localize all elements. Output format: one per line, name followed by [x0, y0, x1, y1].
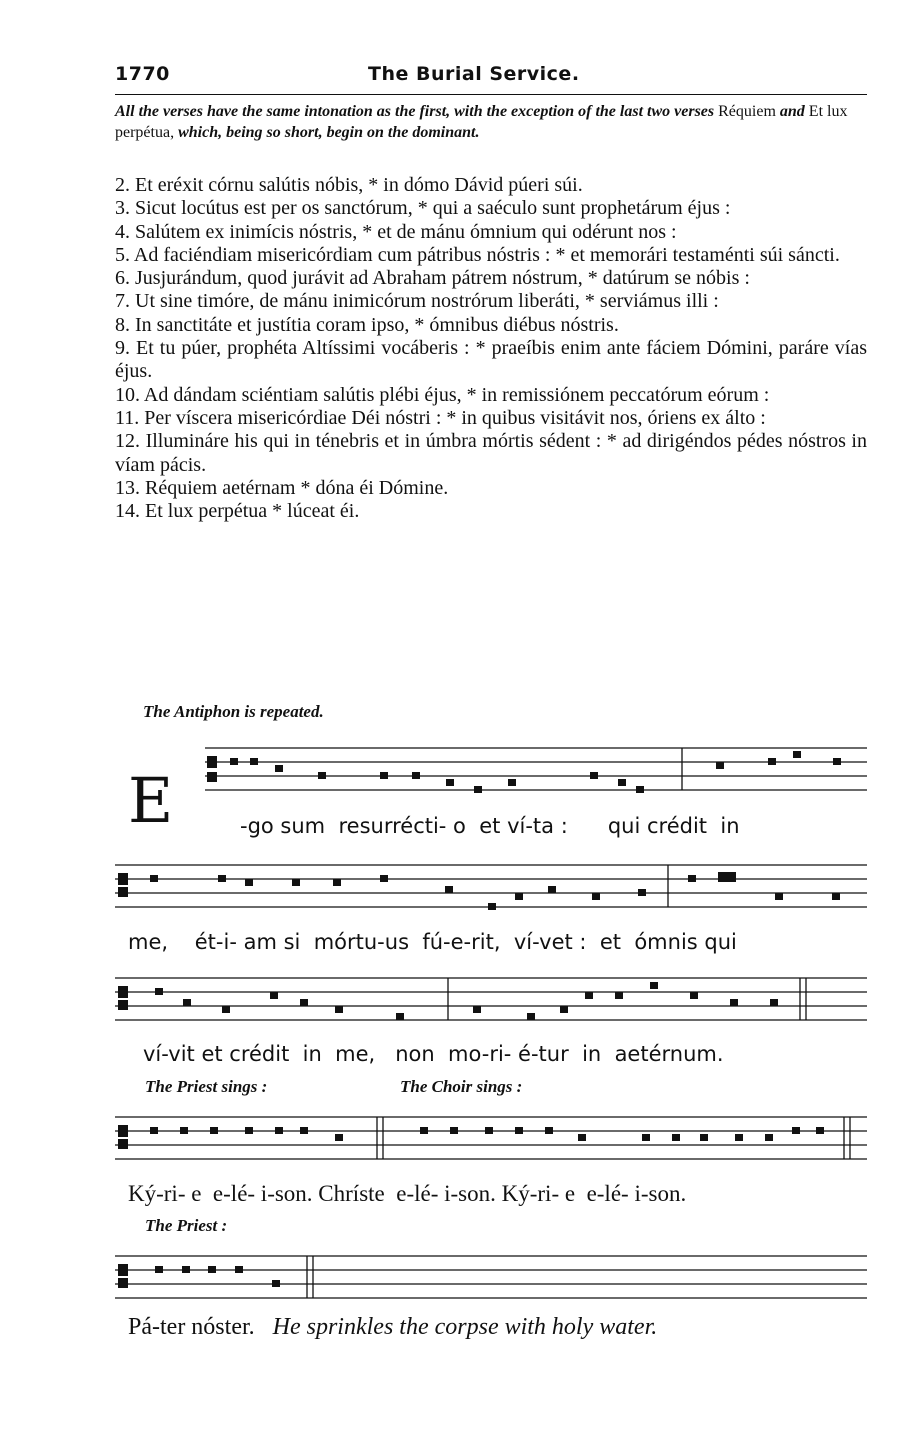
verse: 10. Ad dándam sciéntiam salútis plébi éjus, * in remissiónem peccatórum eórum :	[115, 383, 770, 406]
verse: 8. In sanctitáte et justítia coram ipso, * ómnibus diébus nóstris.	[115, 313, 619, 336]
rubric-text-1: All the verses have the same intonation as the first, with the exception of the last two verses	[115, 103, 715, 120]
choir-sings-rubric: The Choir sings :	[400, 1077, 523, 1096]
chant-lyric-line-3: ví-vit et crédit in me, non mo-ri- é-tur in aetérnum.	[143, 1042, 724, 1066]
verse: 11. Per víscera misericórdiae Déi nóstri : * in quibus visitávit nos, óriens ex álto :	[115, 406, 766, 429]
rubric-text-3: which, being so short, begin on the dominant.	[178, 124, 480, 141]
verse: 12. Illumináre his qui in ténebris et in úmbra mórtis sédent : * ad dirigéndos pédes nóstros in víam pácis.	[115, 430, 867, 476]
chant-initial: E	[128, 764, 174, 837]
verse: 5. Ad faciéndiam misericórdiam cum pátribus nóstris : * et memorári testaménti súi sáncti.	[115, 243, 840, 266]
verse: 4. Salútem ex inimícis nóstris, * et de mánu ómnium qui odérunt nos :	[115, 220, 677, 243]
rubric-word-requiem: Réquiem	[718, 103, 776, 120]
pater-line	[128, 1314, 657, 1341]
pater-noster-text: Pá-ter nóster.	[128, 1314, 255, 1340]
page-title: The Burial Service.	[368, 63, 580, 85]
rubric-word-lux: Et lux perpétua,	[115, 103, 848, 141]
priest-rubric: The Priest :	[145, 1216, 228, 1235]
verse: 7. Ut sine timóre, de mánu inimicórum nostrórum liberáti, * serviámus illi :	[115, 290, 719, 313]
verse: 3. Sicut locútus est per os sanctórum, * qui a saéculo sunt prophetárum éjus :	[115, 197, 731, 220]
verse: 13. Réquiem aetérnam * dóna éi Dómine.	[115, 476, 449, 499]
chant-lyric-line-1: -go sum resurrécti- o et ví-ta : qui crédit in	[240, 814, 740, 838]
chant-lyric-line-2: me, ét-i- am si mórtu-us fú-e-rit, ví-vet : et ómnis qui	[128, 930, 737, 954]
verse: 14. Et lux perpétua * lúceat éi.	[115, 500, 360, 523]
priest-sings-rubric: The Priest sings :	[145, 1077, 268, 1096]
verse: 9. Et tu púer, prophéta Altíssimi vocáberis : * praeíbis enim ante fáciem Dómini, paráre vías éjus.	[115, 337, 867, 383]
page-number: 1770	[115, 63, 170, 85]
rubric-text-2: and	[779, 103, 805, 120]
chant-lyric-kyrie: Ký-ri- e e-lé- i-son. Chríste e-lé- i-son. Ký-ri- e e-lé- i-son.	[128, 1181, 687, 1206]
verse: 6. Jusjurándum, quod jurávit ad Abraham pátrem nóstrum, * datúrum se nóbis :	[115, 267, 750, 290]
antiphon-rubric: The Antiphon is repeated.	[143, 702, 324, 721]
sprinkles-rubric: He sprinkles the corpse with holy water.	[272, 1314, 658, 1340]
verse: 2. Et eréxit córnu salútis nóbis, * in dómo Dávid púeri súi.	[115, 174, 583, 196]
